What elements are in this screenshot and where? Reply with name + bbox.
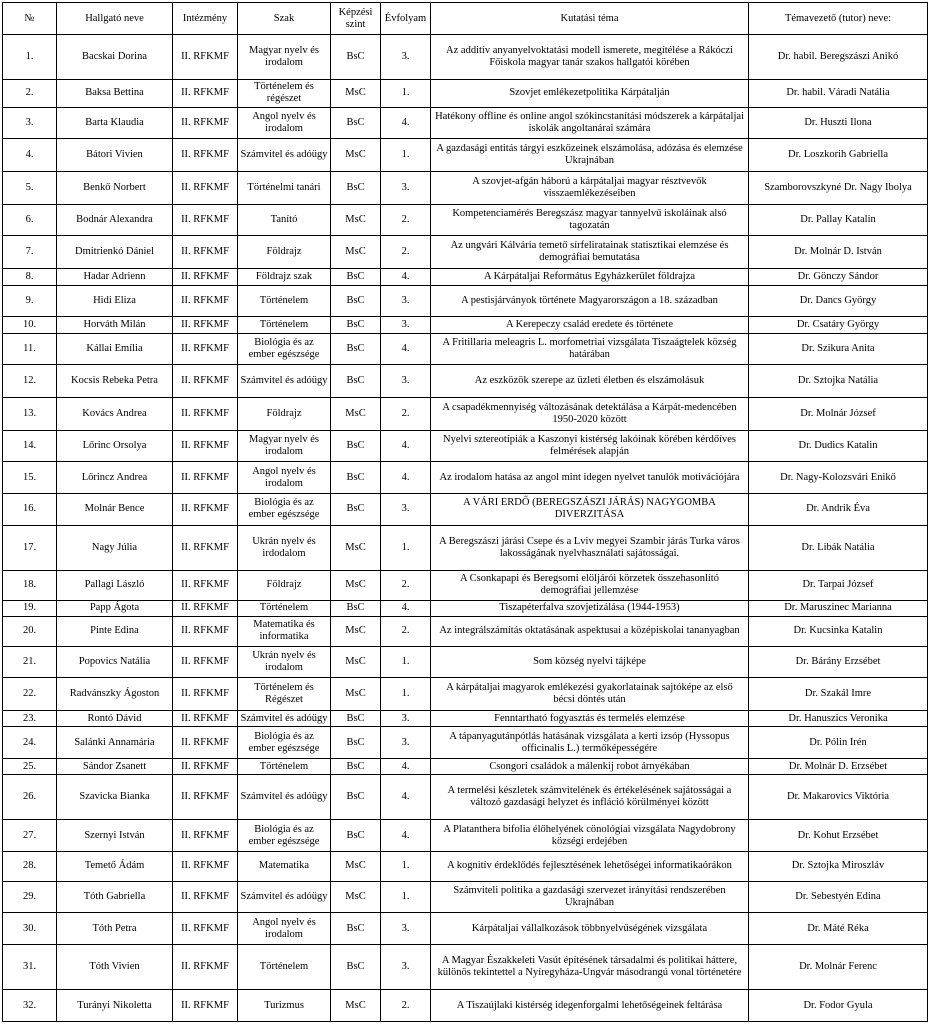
row-number: 30. [3,913,57,945]
level: BsC [331,462,381,494]
level: BsC [331,269,381,285]
level: BsC [331,365,381,398]
student-name: Bacskai Dorina [57,35,173,80]
major: Számvitel és adóügy [238,881,331,913]
major: Magyar nyelv és irodalom [238,35,331,80]
major: Tanító [238,204,331,236]
table-row [3,759,928,775]
row-number: 27. [3,820,57,852]
year: 3. [381,285,431,317]
year: 2. [381,990,431,1022]
table-row [3,204,928,236]
institution: II. RFKMF [173,462,238,494]
tutor-name: Dr. Sebestyén Edina [749,881,928,913]
student-name: Pinte Edina [57,616,173,646]
year: 4. [381,107,431,139]
major: Matematika [238,852,331,882]
tutor-name: Dr. Molnár D. István [749,236,928,269]
institution: II. RFKMF [173,398,238,431]
year: 1. [381,139,431,172]
major: Történelem [238,945,331,990]
tutor-name: Dr. Nagy-Kolozsvári Enikő [749,462,928,494]
student-name: Sándor Zsanett [57,759,173,775]
institution: II. RFKMF [173,759,238,775]
research-topic: A kognitív érdeklődés fejlesztésének lehetőségei informatikaórákon [431,852,749,882]
tutor-name: Dr. Molnár József [749,398,928,431]
table-row [3,285,928,317]
institution: II. RFKMF [173,727,238,759]
year: 4. [381,820,431,852]
institution: II. RFKMF [173,107,238,139]
tutor-name: Dr. Molnár Ferenc [749,945,928,990]
table-row [3,913,928,945]
header-major: Szak [238,3,331,35]
row-number: 20. [3,616,57,646]
year: 1. [381,80,431,108]
research-topic: A kárpátaljai magyarok emlékezési gyakorlatainak sajtóképe az első bécsi döntés után [431,678,749,711]
major: Számvitel és adóügy [238,365,331,398]
major: Biológia és az ember egészsége [238,494,331,526]
tutor-name: Dr. Kucsinka Katalin [749,616,928,646]
year: 4. [381,269,431,285]
header-number: № [3,3,57,35]
research-topic: Nyelvi sztereotípiák a Kaszonyi kistérség lakóinak körében kérdőíves felmérések alapján [431,430,749,462]
row-number: 29. [3,881,57,913]
year: 3. [381,365,431,398]
level: BsC [331,913,381,945]
institution: II. RFKMF [173,881,238,913]
research-topic: Fenntartható fogyasztás és termelés elemzése [431,710,749,726]
student-name: Hadar Adrienn [57,269,173,285]
year: 1. [381,881,431,913]
row-number: 15. [3,462,57,494]
year: 3. [381,35,431,80]
major: Történelem [238,759,331,775]
table-row [3,494,928,526]
student-name: Kállai Emília [57,333,173,365]
level: BsC [331,710,381,726]
year: 1. [381,678,431,711]
major: Biológia és az ember egészsége [238,333,331,365]
year: 3. [381,494,431,526]
major: Földrajz [238,236,331,269]
tutor-name: Dr. Dudics Katalin [749,430,928,462]
year: 3. [381,913,431,945]
level: BsC [331,727,381,759]
table-row [3,139,928,172]
level: MsC [331,678,381,711]
research-topic: A pestisjárványok története Magyarországon a 18. században [431,285,749,317]
row-number: 2. [3,80,57,108]
level: MsC [331,646,381,678]
row-number: 3. [3,107,57,139]
tutor-name: Dr. Sztojka Miroszláv [749,852,928,882]
major: Biológia és az ember egészsége [238,820,331,852]
institution: II. RFKMF [173,139,238,172]
row-number: 28. [3,852,57,882]
student-name: Rontó Dávid [57,710,173,726]
row-number: 5. [3,172,57,205]
row-number: 22. [3,678,57,711]
table-row [3,678,928,711]
institution: II. RFKMF [173,852,238,882]
tutor-name: Szamborovszkyné Dr. Nagy Ibolya [749,172,928,205]
table-row [3,570,928,600]
table-row [3,646,928,678]
research-topic: Az ungvári Kálvária temető sírfeliratainak statisztikai elemzése és demográfiai bemutatása [431,236,749,269]
research-topic: Tiszapéterfalva szovjetizálása (1944-1953) [431,600,749,616]
major: Történelem és Régészet [238,678,331,711]
student-name: Szavicka Bianka [57,775,173,820]
major: Földrajz [238,570,331,600]
tutor-name: Dr. Szakál Imre [749,678,928,711]
level: MsC [331,398,381,431]
tutor-name: Dr. Libák Natália [749,525,928,570]
research-topic: Hatékony offline és online angol szókincstanítási módszerek a kárpátaljai iskolák angoltanárai számára [431,107,749,139]
tutor-name: Dr. Molnár D. Erzsébet [749,759,928,775]
institution: II. RFKMF [173,710,238,726]
table-row [3,107,928,139]
level: BsC [331,945,381,990]
student-name: Horváth Milán [57,317,173,333]
row-number: 24. [3,727,57,759]
institution: II. RFKMF [173,317,238,333]
student-name: Papp Ágota [57,600,173,616]
tutor-name: Dr. Csatáry György [749,317,928,333]
table-row [3,710,928,726]
institution: II. RFKMF [173,80,238,108]
year: 3. [381,172,431,205]
student-name: Dmitrienkó Dániel [57,236,173,269]
header-level: Képzési szint [331,3,381,35]
row-number: 25. [3,759,57,775]
level: MsC [331,139,381,172]
research-topic: Kárpátaljai vállalkozások többnyelvűségének vizsgálata [431,913,749,945]
header-row [3,3,928,35]
table-row [3,727,928,759]
level: BsC [331,172,381,205]
tutor-name: Dr. Tarpai József [749,570,928,600]
level: MsC [331,80,381,108]
student-name: Salánki Annamária [57,727,173,759]
row-number: 6. [3,204,57,236]
level: BsC [331,35,381,80]
student-name: Baksa Bettina [57,80,173,108]
student-name: Bodnár Alexandra [57,204,173,236]
research-topics-table [2,2,928,1022]
year: 2. [381,616,431,646]
table-row [3,990,928,1022]
institution: II. RFKMF [173,525,238,570]
institution: II. RFKMF [173,430,238,462]
institution: II. RFKMF [173,570,238,600]
major: Történelmi tanári [238,172,331,205]
table-row [3,172,928,205]
institution: II. RFKMF [173,616,238,646]
level: MsC [331,990,381,1022]
student-name: Tóth Vivien [57,945,173,990]
tutor-name: Dr. Makarovics Viktória [749,775,928,820]
institution: II. RFKMF [173,204,238,236]
year: 4. [381,600,431,616]
year: 4. [381,333,431,365]
tutor-name: Dr. Kohut Erzsébet [749,820,928,852]
tutor-name: Dr. Szikura Anita [749,333,928,365]
research-topic: A Platanthera bifolia élőhelyének cönológiai vizsgálata Nagydobrony községi erdejében [431,820,749,852]
major: Turizmus [238,990,331,1022]
institution: II. RFKMF [173,678,238,711]
header-institution: Intézmény [173,3,238,35]
tutor-name: Dr. Andrik Éva [749,494,928,526]
research-topic: A gazdasági entitás tárgyi eszközeinek elszámolása, adózása és elemzése Ukrajnában [431,139,749,172]
level: BsC [331,759,381,775]
year: 4. [381,759,431,775]
table-row [3,269,928,285]
institution: II. RFKMF [173,775,238,820]
year: 4. [381,430,431,462]
major: Ukrán nyelv és irodalom [238,646,331,678]
tutor-name: Dr. Hanuszics Veronika [749,710,928,726]
research-topic: A szovjet-afgán háború a kárpátaljai magyar résztvevők visszaemlékezéseiben [431,172,749,205]
student-name: Tóth Petra [57,913,173,945]
level: BsC [331,494,381,526]
tutor-name: Dr. Loszkorih Gabriella [749,139,928,172]
research-topic: A Kerepeczy család eredete és története [431,317,749,333]
research-topic: A tápanyagutánpótlás hatásának vizsgálata a kerti izsóp (Hyssopus officinalis L.) termőképességére [431,727,749,759]
tutor-name: Dr. Maruszinec Marianna [749,600,928,616]
institution: II. RFKMF [173,646,238,678]
tutor-name: Dr. Pallay Katalin [749,204,928,236]
table-row [3,600,928,616]
level: BsC [331,820,381,852]
major: Földrajz [238,398,331,431]
table-row [3,525,928,570]
major: Biológia és az ember egészsége [238,727,331,759]
table-row [3,35,928,80]
row-number: 19. [3,600,57,616]
table-row [3,945,928,990]
year: 3. [381,945,431,990]
research-topic: Az eszközök szerepe az üzleti életben és elszámolásuk [431,365,749,398]
major: Angol nyelv és irodalom [238,107,331,139]
student-name: Tóth Gabriella [57,881,173,913]
level: MsC [331,236,381,269]
major: Angol nyelv és irodalom [238,913,331,945]
table-row [3,616,928,646]
major: Számvitel és adóügy [238,775,331,820]
institution: II. RFKMF [173,35,238,80]
institution: II. RFKMF [173,945,238,990]
student-name: Barta Klaudia [57,107,173,139]
row-number: 4. [3,139,57,172]
year: 3. [381,317,431,333]
research-topic: A Csonkapapi és Beregsomi elöljárói körzetek összehasonlító demográfiai jellemzése [431,570,749,600]
level: BsC [331,333,381,365]
research-topic: Az integrálszámítás oktatásának aspektusai a középiskolai tananyagban [431,616,749,646]
year: 2. [381,398,431,431]
research-topic: Kompetenciamérés Beregszász magyar tannyelvű iskoláinak alsó tagozatán [431,204,749,236]
tutor-name: Dr. Máté Réka [749,913,928,945]
row-number: 21. [3,646,57,678]
row-number: 23. [3,710,57,726]
table-row [3,333,928,365]
year: 1. [381,852,431,882]
row-number: 7. [3,236,57,269]
table-row [3,430,928,462]
header-year: Évfolyam [381,3,431,35]
student-name: Nagy Júlia [57,525,173,570]
institution: II. RFKMF [173,172,238,205]
research-topic: A VÁRI ERDŐ (BEREGSZÁSZI JÁRÁS) NAGYGOMBA DIVERZITÁSA [431,494,749,526]
year: 4. [381,462,431,494]
level: MsC [331,525,381,570]
tutor-name: Dr. habil. Váradi Natália [749,80,928,108]
level: MsC [331,616,381,646]
research-topic: A Kárpátaljai Református Egyházkerület földrajza [431,269,749,285]
header-student-name: Hallgató neve [57,3,173,35]
student-name: Molnár Bence [57,494,173,526]
tutor-name: Dr. Sztojka Natália [749,365,928,398]
major: Angol nyelv és irodalom [238,462,331,494]
level: BsC [331,317,381,333]
tutor-name: Dr. Pólin Irén [749,727,928,759]
research-topic: Számviteli politika a gazdasági szervezet irányítási rendszerében Ukrajnában [431,881,749,913]
major: Földrajz szak [238,269,331,285]
level: BsC [331,107,381,139]
level: MsC [331,204,381,236]
major: Történelem [238,285,331,317]
research-topic: Csongori családok a málenkij robot árnyékában [431,759,749,775]
row-number: 14. [3,430,57,462]
student-name: Kovács Andrea [57,398,173,431]
row-number: 12. [3,365,57,398]
level: BsC [331,600,381,616]
level: BsC [331,430,381,462]
table-row [3,398,928,431]
row-number: 31. [3,945,57,990]
research-topic: A Fritillaria meleagris L. morfometriai vizsgálata Tiszaágtelek község határában [431,333,749,365]
major: Matematika és informatika [238,616,331,646]
major: Számvitel és adóügy [238,710,331,726]
student-name: Szernyi István [57,820,173,852]
level: MsC [331,852,381,882]
institution: II. RFKMF [173,600,238,616]
research-topic: A termelési készletek számvitelének és értékelésének sajátosságai a változó gazdasági helyzet és infláció körülményei között [431,775,749,820]
student-name: Radvánszky Ágoston [57,678,173,711]
student-name: Lőrincz Andrea [57,462,173,494]
table-row [3,462,928,494]
research-topic: A Magyar Északkeleti Vasút építésének társadalmi és politikai háttere, különös tekintettel a Nyíregyháza-Ungvár másodrangú vonal történetére [431,945,749,990]
student-name: Benkő Norbert [57,172,173,205]
row-number: 9. [3,285,57,317]
year: 1. [381,646,431,678]
research-topic: A Beregszászi járási Csepe és a Lviv megyei Szambir járás Turka város lakosságának nyelvhasználati sajátosságai. [431,525,749,570]
student-name: Bátori Vivien [57,139,173,172]
row-number: 8. [3,269,57,285]
year: 4. [381,775,431,820]
research-topic: A csapadékmennyiség változásának detektálása a Kárpát-medencében 1950-2020 között [431,398,749,431]
student-name: Hidi Eliza [57,285,173,317]
research-topic: A Tiszaújlaki kistérség idegenforgalmi lehetőségeinek feltárása [431,990,749,1022]
research-topic: Som község nyelvi tájképe [431,646,749,678]
row-number: 17. [3,525,57,570]
student-name: Temető Ádám [57,852,173,882]
institution: II. RFKMF [173,820,238,852]
student-name: Lőrinc Orsolya [57,430,173,462]
student-name: Pallagi László [57,570,173,600]
year: 2. [381,570,431,600]
table-row [3,775,928,820]
level: MsC [331,881,381,913]
table-row [3,317,928,333]
institution: II. RFKMF [173,365,238,398]
major: Történelem [238,600,331,616]
major: Történelem és régészet [238,80,331,108]
student-name: Kocsis Rebeka Petra [57,365,173,398]
institution: II. RFKMF [173,269,238,285]
institution: II. RFKMF [173,990,238,1022]
major: Ukrán nyelv és irdodalom [238,525,331,570]
year: 2. [381,236,431,269]
row-number: 32. [3,990,57,1022]
header-research-topic: Kutatási téma [431,3,749,35]
table-row [3,881,928,913]
institution: II. RFKMF [173,285,238,317]
row-number: 1. [3,35,57,80]
institution: II. RFKMF [173,236,238,269]
student-name: Turányi Nikoletta [57,990,173,1022]
tutor-name: Dr. Bárány Erzsébet [749,646,928,678]
header-tutor: Témavezető (tutor) neve: [749,3,928,35]
year: 2. [381,204,431,236]
table-row [3,236,928,269]
institution: II. RFKMF [173,494,238,526]
tutor-name: Dr. Huszti Ilona [749,107,928,139]
student-name: Popovics Natália [57,646,173,678]
institution: II. RFKMF [173,333,238,365]
research-topic: Az additív anyanyelvoktatási modell ismerete, megítélése a Rákóczi Főiskola magyar tanár szakos hallgatói körében [431,35,749,80]
table-row [3,852,928,882]
row-number: 13. [3,398,57,431]
major: Magyar nyelv és irodalom [238,430,331,462]
level: BsC [331,775,381,820]
year: 3. [381,710,431,726]
row-number: 16. [3,494,57,526]
table-row [3,80,928,108]
row-number: 26. [3,775,57,820]
year: 3. [381,727,431,759]
level: MsC [331,570,381,600]
tutor-name: Dr. Fodor Gyula [749,990,928,1022]
row-number: 18. [3,570,57,600]
tutor-name: Dr. habil. Beregszászi Anikó [749,35,928,80]
major: Történelem [238,317,331,333]
row-number: 10. [3,317,57,333]
major: Számvitel és adóügy [238,139,331,172]
tutor-name: Dr. Dancs György [749,285,928,317]
research-topic: Szovjet emlékezetpolitika Kárpátalján [431,80,749,108]
research-topic: Az irodalom hatása az angol mint idegen nyelvet tanulók motivációjára [431,462,749,494]
level: BsC [331,285,381,317]
table-row [3,820,928,852]
row-number: 11. [3,333,57,365]
tutor-name: Dr. Gönczy Sándor [749,269,928,285]
year: 1. [381,525,431,570]
institution: II. RFKMF [173,913,238,945]
table-row [3,365,928,398]
